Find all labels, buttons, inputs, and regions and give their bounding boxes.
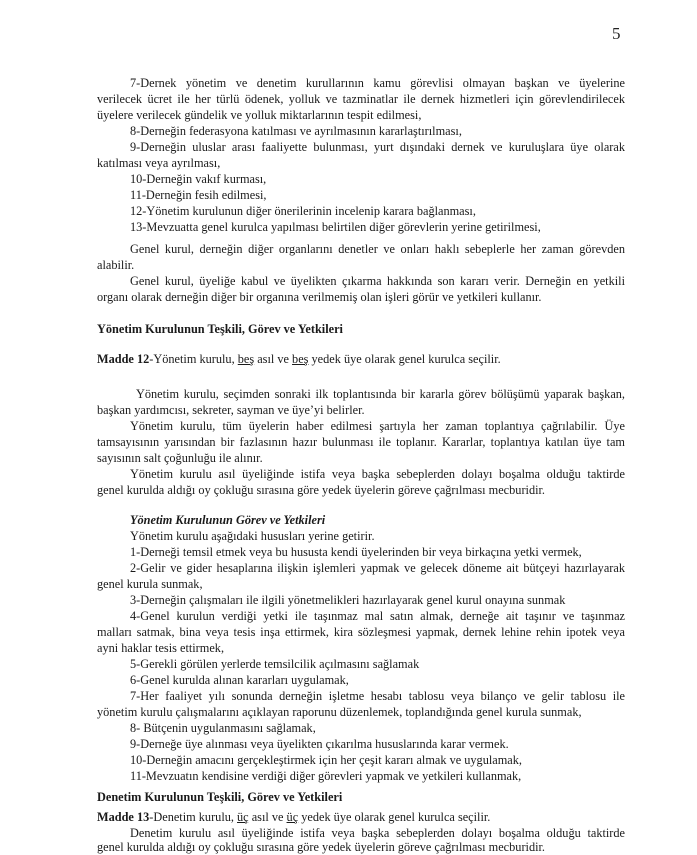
text-line: 8- Bütçenin uygulanmasını sağlamak, <box>130 721 316 735</box>
article-13 <box>97 810 625 825</box>
text-line: 12-Yönetim kurulunun diğer önerilerinin incelenip karara bağlanması, <box>130 204 476 218</box>
text-line: genel kurulda aldığı oy çokluğu sırasına göre yedek üyelerin göreve çağrılması mecburidir. <box>97 840 546 854</box>
article-text: -Denetim kurulu, <box>149 810 238 824</box>
text-line: üyelere verilecek gündelik ve yolluk miktarlarının tespit edilmesi, <box>97 108 422 122</box>
text-line: Yönetim kurulu, seçimden sonraki ilk toplantısında bir kararla görev bölüşümü yaparak başkan, <box>136 387 625 401</box>
text-line: 6-Genel kurulda alınan kararları uygulamak, <box>130 673 349 687</box>
subsection-heading: Yönetim Kurulunun Görev ve Yetkileri <box>130 513 326 527</box>
text-line: organı olarak derneğin diğer bir organına verilmemiş olan işleri görür ve yetkileri kullanır. <box>97 290 542 304</box>
article-count: üç <box>237 810 249 824</box>
section-heading: Denetim Kurulunun Teşkili, Görev ve Yetkileri <box>97 790 343 804</box>
article-label: Madde 12 <box>97 352 150 366</box>
text-line: genel kurulda aldığı oy çokluğu sırasına göre yedek üyelerin göreve çağrılması mecburidir. <box>97 483 546 497</box>
article-text: asıl ve <box>254 352 293 366</box>
text-line: 1-Derneği temsil etmek veya bu hususta kendi üyelerinden bir veya birkaçına yetki vermek, <box>130 545 582 559</box>
text-line: 5-Gerekli görülen yerlerde temsilcilik açılmasını sağlamak <box>130 657 420 671</box>
text-line: 9-Derneğin uluslar arası faaliyette bulunması, yurt dışındaki dernek ve kuruluşlara üye olarak <box>130 140 625 154</box>
text-line: yönetim kurulu çalışmalarını açıklayan raporunu düzenlemek, toplandığında genel kurula sunmak, <box>97 705 582 719</box>
section-heading: Yönetim Kurulunun Teşkili, Görev ve Yetkileri <box>97 322 343 336</box>
text-line: tamsayısının yarısından bir fazlasının hazır bulunması ile toplanır. Kararlar, toplantıya katılan üye tam <box>97 435 625 449</box>
text-line: 7-Her faaliyet yılı sonunda derneğin işletme hesabı tablosu veya bilanço ve gelir tablosu ile <box>130 689 625 703</box>
text-line: Yönetim kurulu aşağıdaki hususları yerine getirir. <box>130 529 375 543</box>
text-line: 11-Derneğin fesih edilmesi, <box>130 188 267 202</box>
text-line: Genel kurul, derneğin diğer organlarını denetler ve onları haklı sebeplerle her zaman görevden <box>130 242 625 256</box>
text-line: verilecek ücret ile her türlü ödenek, yolluk ve tazminatlar ile dernek hizmetleri için görevlendirilecek <box>97 92 625 106</box>
article-text: yedek üye olarak genel kurulca seçilir. <box>308 352 501 366</box>
text-line: Yönetim kurulu, tüm üyelerin haber edilmesi şartıyla her zaman toplantıya çağrılabilir. Üye <box>130 419 625 433</box>
text-line: 13-Mevzuatta genel kurulca yapılması belirtilen diğer görevlerin yerine getirilmesi, <box>130 220 541 234</box>
text-line: malları satmak, bina veya tesis inşa ettirmek, kira sözleşmesi yapmak, dernek lehine rehin ipotek veya <box>97 625 625 639</box>
text-line: Yönetim kurulu asıl üyeliğinde istifa veya başka sebeplerden dolayı boşalma olduğu taktirde <box>130 467 625 481</box>
article-count: üç <box>286 810 299 824</box>
text-line: 3-Derneğin çalışmaları ile ilgili yönetmelikleri hazırlayarak genel kurul onayına sunmak <box>130 593 566 607</box>
text-line: ayni haklar tesis ettirmek, <box>97 641 225 655</box>
article-text: asıl ve <box>248 810 287 824</box>
text-line: katılması veya ayrılması, <box>97 156 221 170</box>
text-line: 8-Derneğin federasyona katılması ve ayrılmasının kararlaştırılması, <box>130 124 462 138</box>
article-text: -Yönetim kurulu, <box>149 352 238 366</box>
text-line: sayısının salt çoğunluğu ile alınır. <box>97 451 263 465</box>
article-label: Madde 13 <box>97 810 150 824</box>
text-line: 9-Derneğe üye alınması veya üyelikten çıkarılma hususlarında karar vermek. <box>130 737 509 751</box>
text-line: 10-Derneğin vakıf kurması, <box>130 172 267 186</box>
text-line: Genel kurul, üyeliğe kabul ve üyelikten çıkarma hakkında son kararı verir. Derneğin en yetkili <box>130 274 625 288</box>
article-12 <box>97 352 625 367</box>
page-number: 5 <box>612 24 621 43</box>
text-line: genel kurula sunmak, <box>97 577 203 591</box>
text-line: Denetim kurulu asıl üyeliğinde istifa veya başka sebeplerden dolayı boşalma olduğu taktirde <box>130 826 625 840</box>
article-count: beş <box>237 352 255 366</box>
text-line: 2-Gelir ve gider hesaplarına ilişkin işlemleri yapmak ve gelecek döneme ait bütçeyi hazırlayarak <box>130 561 625 575</box>
article-count: beş <box>292 352 309 366</box>
text-line: 11-Mevzuatın kendisine verdiği diğer görevleri yapmak ve yetkileri kullanmak, <box>130 769 522 783</box>
article-text: yedek üye olarak genel kurulca seçilir. <box>298 810 491 824</box>
text-line: 10-Derneğin amacını gerçekleştirmek için her çeşit kararı almak ve uygulamak, <box>130 753 522 767</box>
text-line: alabilir. <box>97 258 135 272</box>
text-line: 4-Genel kurulun verdiği yetki ile taşınmaz mal satın almak, derneğe ait taşınır ve taşınmaz <box>130 609 625 623</box>
text-line: başkan yardımcısı, sekreter, sayman ve üye’yi belirler. <box>97 403 365 417</box>
text-line: 7-Dernek yönetim ve denetim kurullarının kamu görevlisi olmayan başkan ve üyelerine <box>130 76 625 90</box>
